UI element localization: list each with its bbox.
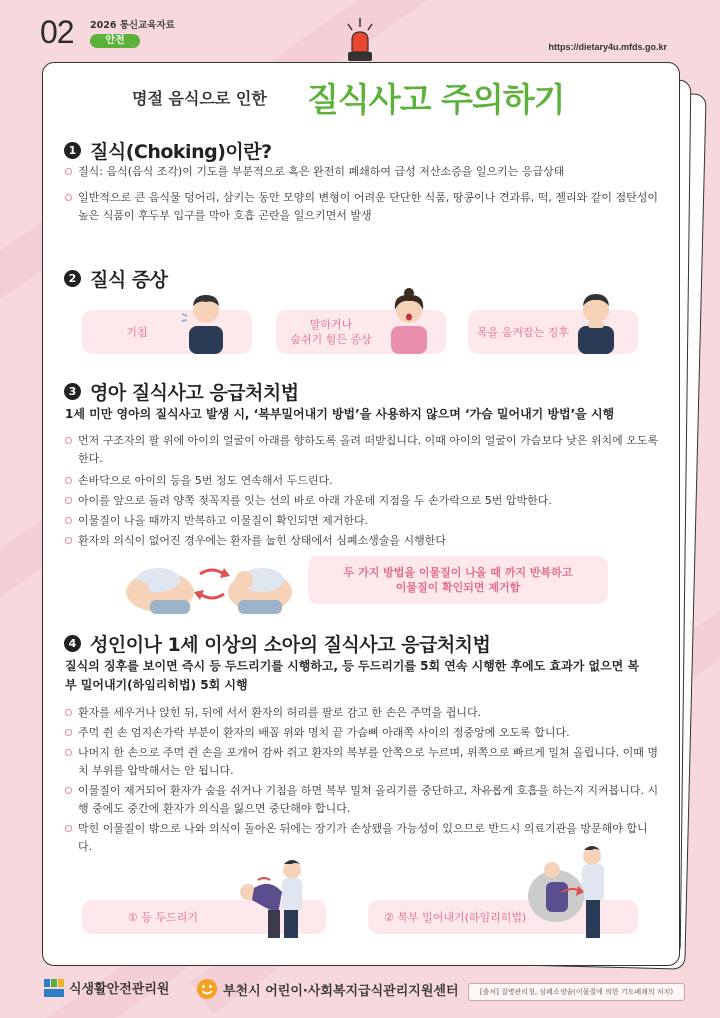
- list-item: 나머지 한 손으로 주먹 쥔 손을 포개어 감싸 쥐고 환자의 복부를 안쪽으로 누르며, 위쪽으로 빠르게 밀쳐 올립니다. 이때 명치 부위를 압박해서는 안 됩니다.: [65, 744, 668, 780]
- page-title: 질식사고 주의하기: [307, 80, 565, 119]
- list-item: 먼저 구조자의 팔 위에 아이의 얼굴이 아래를 향하도록 올려 떠받칩니다. 이때 아이의 얼굴이 가슴보다 낮은 위치에 오도록 한다.: [65, 432, 663, 468]
- list-item: 일반적으로 큰 음식물 덩어리, 삼키는 동안 모양의 변형이 어려운 단단한 식품, 땅콩이나 견과류, 떡, 젤리와 같이 점탄성이 높은 식품이 후두부 입구를 막아 호흡 곤란을 일으키면서 발생: [65, 189, 658, 225]
- list-item: 환자를 세우거나 앉힌 뒤, 뒤에 서서 환자의 허리를 팔로 감고 한 손은 주먹을 쥡니다.: [65, 704, 668, 722]
- bullet-icon: [65, 168, 72, 175]
- infant-first-aid-illustration: [120, 550, 295, 618]
- bullet-icon: [65, 477, 72, 484]
- coughing-man-illustration: [181, 290, 231, 354]
- section-title: 질식 증상: [90, 269, 168, 291]
- org-name: 식생활안전관리원: [69, 982, 170, 997]
- list-item: 환자의 의식이 없어진 경우에는 환자를 눕힌 상태에서 심폐소생술을 시행한다: [65, 532, 668, 550]
- section-number: 2: [64, 270, 81, 287]
- section-title: 영아 질식사고 응급처치법: [90, 382, 299, 404]
- list-item: 막힌 이물질이 밖으로 나와 의식이 돌아온 뒤에는 장기가 손상됐을 가능성이 있으므로 반드시 의료기관을 방문해야 합니다.: [65, 820, 653, 856]
- list-item: 질식: 음식(음식 조각)이 기도를 부분적으로 혹은 완전히 폐쇄하여 급성 저산소증을 일으키는 응급상태: [65, 163, 668, 181]
- mfds-logo-icon: [44, 979, 64, 997]
- bucheon-center-logo: [196, 978, 459, 1000]
- list-item: 아이를 앞으로 돌려 양쪽 젖꼭지를 잇는 선의 바로 아래 가운데 지점을 두 손가락으로 5번 압박한다.: [65, 492, 668, 510]
- back-blows-illustration: [226, 858, 318, 938]
- title-prefix: 명절 음식으로 인한: [132, 89, 267, 108]
- smile-logo-icon: [196, 978, 218, 1000]
- symptom-label: 숨쉬기 힘든 증상: [290, 333, 372, 346]
- choking-woman-illustration: [385, 288, 433, 354]
- section-number: 1: [64, 142, 81, 159]
- section-title: 성인이나 1세 이상의 소아의 질식사고 응급처치법: [90, 634, 491, 656]
- bullet-icon: [65, 749, 72, 756]
- mfds-logo: [44, 978, 169, 997]
- siren-icon: [346, 18, 374, 64]
- list-item: 손바닥으로 아이의 등을 5번 정도 연속해서 두드린다.: [65, 472, 668, 490]
- site-url[interactable]: https://dietary4u.mfds.go.kr: [548, 42, 667, 52]
- bullet-icon: [65, 537, 72, 544]
- bullet-icon: [65, 787, 72, 794]
- section-title: 질식(Choking)이란?: [90, 141, 272, 163]
- org-name: 부천시 어린이·사회복지급식관리지원센터: [223, 983, 459, 999]
- section-4-header: [64, 630, 490, 657]
- repeat-note: [308, 556, 608, 604]
- bullet-icon: [65, 437, 72, 444]
- section-2-header: [64, 265, 168, 292]
- bullet-icon: [65, 497, 72, 504]
- symptom-label: 말하거나: [309, 318, 353, 331]
- bullet-icon: [65, 825, 72, 832]
- category-badge: 안전: [90, 34, 140, 48]
- section-lead: 질식의 징후를 보이면 즉시 등 두드리기를 시행하고, 등 두드리기를 5회 연속 시행한 후에도 효과가 없으면 복부 밀어내기(하임리히법) 5회 시행: [65, 659, 640, 692]
- list-item: 이물질이 나올 때까지 반복하고 이물질이 확인되면 제거한다.: [65, 512, 668, 530]
- list-item: 이물질이 제거되어 환자가 숨을 쉬거나 기침을 하면 복부 밀쳐 올리기를 중단하고, 자유롭게 호흡을 하는지 지켜봅니다. 시행 중에도 중간에 환자가 의식을 잃으면 중단해야 합니다.: [65, 782, 668, 818]
- note-line: 이물질이 확인되면 제거함: [395, 581, 521, 594]
- heimlich-illustration: [516, 846, 626, 938]
- section-lead: 1세 미만 영아의 질식사고 발생 시, ‘복부밀어내기 방법’을 사용하지 않으며 ‘가슴 밀어내기 방법’을 시행: [65, 407, 615, 421]
- section-number: 4: [64, 635, 81, 652]
- step-label: ② 복부 밀어내기(하임리히법): [384, 910, 527, 924]
- step-label: ① 등 두드리기: [128, 910, 198, 924]
- section-1-header: [64, 137, 272, 164]
- section-3-header: [64, 378, 299, 405]
- bullet-icon: [65, 194, 72, 201]
- bullet-icon: [65, 709, 72, 716]
- symptom-label: 목을 움켜잡는 징후: [476, 325, 569, 339]
- symptom-label: 기침: [126, 325, 148, 339]
- throat-grabbing-man-illustration: [572, 288, 620, 354]
- bullet-icon: [65, 517, 72, 524]
- note-line: 두 가지 방법을 이물질이 나올 때 까지 반복하고: [343, 566, 573, 579]
- issue-year-label: 2026 통신교육자료: [90, 20, 175, 31]
- source-citation: [출처] 질병관리청, 심폐소생술(이물질에 의한 기도폐쇄의 처치): [468, 983, 685, 1001]
- bullet-icon: [65, 729, 72, 736]
- list-item: 주먹 쥔 손 엄지손가락 부분이 환자의 배꼽 위와 명치 끝 가슴뼈 아래쪽 사이의 정중앙에 오도록 합니다.: [65, 724, 668, 742]
- issue-number: 02: [40, 14, 74, 50]
- section-number: 3: [64, 383, 81, 400]
